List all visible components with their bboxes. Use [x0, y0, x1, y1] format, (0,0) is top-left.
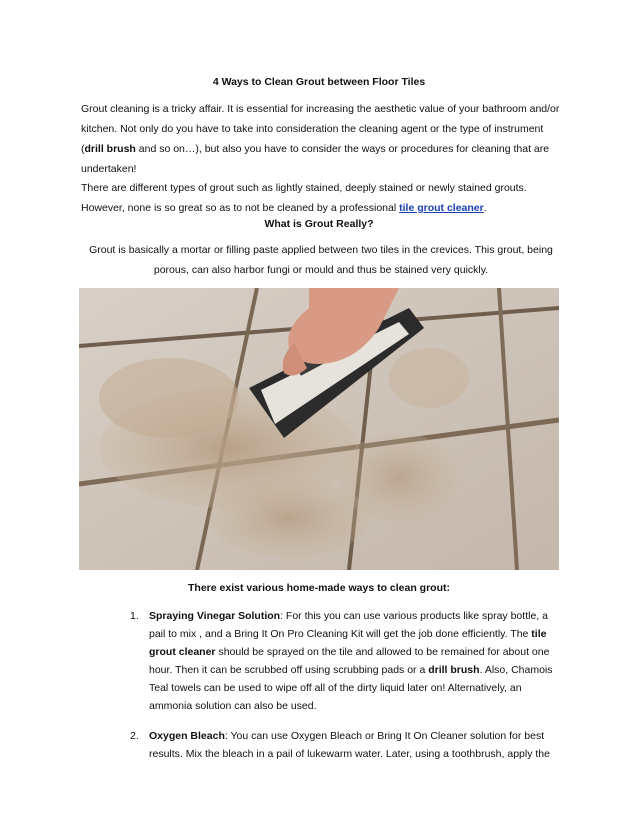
- list-item-body: [149, 607, 563, 715]
- list-item-bold: drill brush: [428, 664, 480, 676]
- grout-floating-photo: [79, 288, 559, 570]
- intro-paragraph-1: [81, 99, 561, 179]
- intro-p2-text-a: There are different types of grout such as lightly stained, deeply stained or newly stained grouts. However, none is so great so as to not be cleaned by a professional: [81, 182, 527, 214]
- list-item-text: : You can use Oxygen Bleach or Bring It On Cleaner solution for best results. Mix the bleach in a pail of lukewarm water. Later, using a toothbrush, apply the: [149, 730, 550, 760]
- list-item-text: : For this you can use various products like spray bottle, a pail to mix , and a Bring It On Pro Cleaning Kit will get the job done efficiently. The: [149, 610, 548, 640]
- list-item-number: 1.: [130, 610, 139, 622]
- section-heading-what-is-grout: What is Grout Really?: [264, 218, 374, 230]
- intro-p2-text-b: .: [483, 202, 487, 214]
- tile-grout-cleaner-link[interactable]: tile grout cleaner: [399, 202, 484, 214]
- document-title: 4 Ways to Clean Grout between Floor Tiles: [212, 76, 426, 88]
- intro-p1-text-a: Grout cleaning is a tricky affair. It is essential for increasing the aesthetic value of your bathroom and/or kitchen. Not only do you have to take into consideration the cleaning agent or the type of instrument (: [81, 103, 560, 155]
- section-heading-home-made-ways: There exist various home-made ways to clean grout:: [188, 582, 450, 594]
- intro-p1-bold-drill-brush: drill brush: [84, 143, 136, 155]
- list-item-label: Spraying Vinegar Solution: [149, 610, 281, 622]
- list-item-number: 2.: [130, 730, 139, 742]
- section-text-what-is-grout: Grout is basically a mortar or filling paste applied between two tiles in the crevices. This grout, being porous, can also harbor fungi or mould and thus be stained very quickly.: [89, 244, 553, 276]
- list-item-label: Oxygen Bleach: [149, 730, 225, 742]
- list-item-bold: tile grout cleaner: [149, 628, 547, 658]
- intro-p1-text-b: and so on…), but also you have to consider the ways or procedures for cleaning that are undertaken!: [81, 143, 550, 175]
- list-item-text: . Also, Chamois Teal towels can be used to wipe off all of the dirty liquid later on! Alternatively, an ammonia solution can also be used.: [149, 664, 553, 712]
- intro-paragraph-2: [81, 178, 561, 218]
- list-item-text: should be sprayed on the tile and allowed to be remained for about one hour. Then it can be scrubbed off using scrubbing pads or a: [149, 646, 550, 676]
- grout-photo-illustration: [79, 288, 559, 570]
- list-item-body: [149, 727, 563, 763]
